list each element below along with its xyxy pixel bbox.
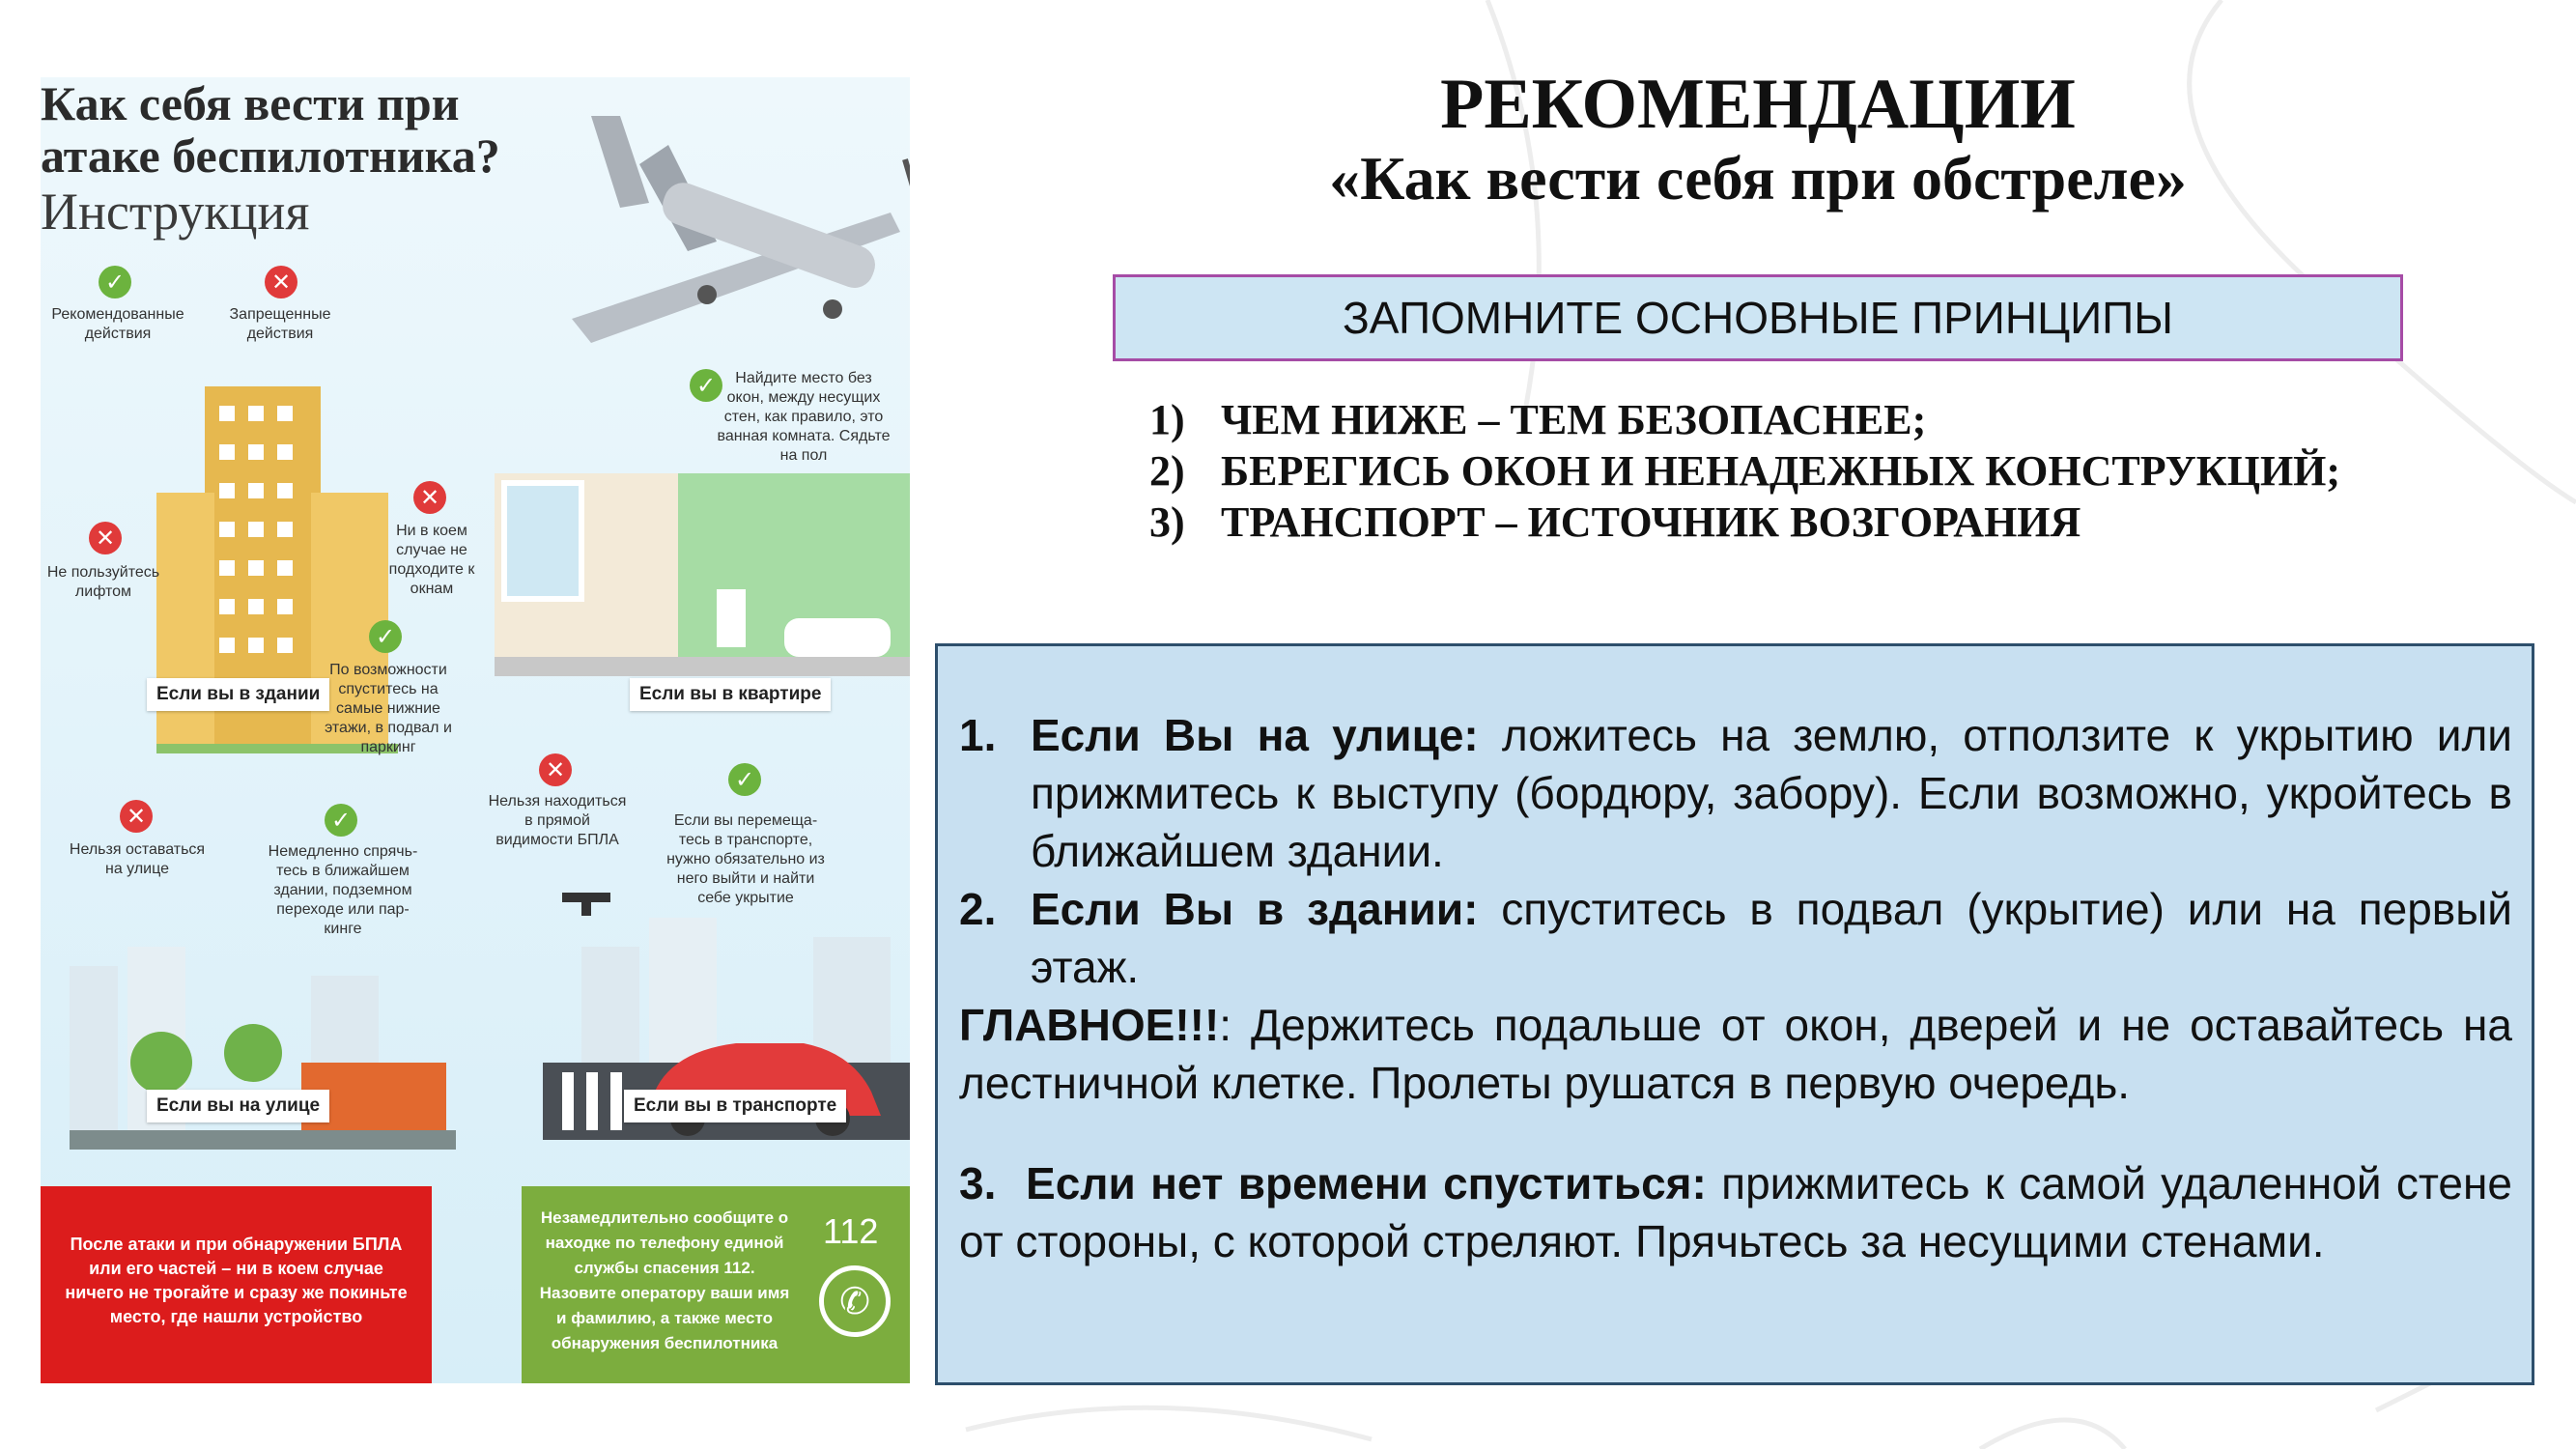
after-attack-text: После атаки и при обнаружении БПЛА или его частей – ни в коем случае ничего не трогайте и сразу же покиньте место, где нашли устройство — [65, 1235, 408, 1326]
principle-item — [1149, 445, 2401, 497]
guidance-text — [959, 706, 2512, 1270]
infographic-title: Как себя вести при атаке беспилотника? — [41, 77, 500, 183]
find-place-text: Найдите место без окон, между несущих стен, как правило, это ванная комната. Сядьте на пол — [717, 370, 891, 464]
page-title: РЕКОМЕНДАЦИИ — [1440, 65, 2076, 144]
item-text: спуститесь в подвал (укрытие) или на первый этаж. — [1031, 884, 2512, 992]
legend-forbidden: Запрещенные действия — [229, 306, 331, 342]
principles-list — [1149, 394, 2401, 548]
guidance-item-building — [959, 880, 2512, 996]
exit-text: Если вы перемеща- тесь в транспорте, нужно обязательно из него выйти и найти себе укрытие — [666, 812, 825, 906]
check-icon: ✓ — [728, 763, 761, 796]
check-icon: ✓ — [99, 266, 131, 298]
principle-item — [1149, 497, 2401, 548]
cross-icon: ✕ — [120, 800, 153, 833]
infographic-subtitle: Инструкция — [41, 183, 310, 241]
report-text: Незамедлительно сообщите о находке по телефону единой службы спасения 112. Назовите оператору ваши имя и фамилию, а также место обнаружения беспилотника — [539, 1208, 790, 1352]
principle-text: ТРАНСПОРТ – ИСТОЧНИК ВОЗГОРАНИЯ — [1221, 498, 2081, 546]
go-down-text: По возможности спуститесь на самые нижние этажи, в подвал и паркинг — [325, 662, 452, 755]
main-text: : Держитесь подальше от окон, дверей и не оставайтесь на лестничной клетке. Пролеты рушатся в первую очередь. — [959, 1000, 2512, 1108]
cross-icon: ✕ — [265, 266, 297, 298]
main-lead: ГЛАВНОЕ!!! — [959, 1000, 1220, 1050]
cross-icon: ✕ — [89, 522, 122, 554]
item-lead: Если нет времени спуститься: — [1026, 1158, 1707, 1208]
street-label: Если вы на улице — [147, 1090, 329, 1122]
principle-text: ЧЕМ НИЖЕ – ТЕМ БЕЗОПАСНЕЕ; — [1221, 396, 1927, 443]
no-visibility-text: Нельзя находиться в прямой видимости БПЛА — [488, 793, 627, 848]
item-number: 3. — [959, 1158, 997, 1208]
check-icon: ✓ — [690, 369, 722, 402]
guidance-box — [935, 643, 2534, 1385]
guidance-main-note — [959, 996, 2512, 1112]
page-subtitle: «Как вести себя при обстреле» — [1329, 144, 2187, 213]
legend-recommended: Рекомендованные действия — [51, 306, 184, 342]
transport-label: Если вы в транспорте — [624, 1090, 846, 1122]
drone-attack-infographic — [41, 77, 910, 1383]
item-lead: Если Вы на улице: — [1031, 710, 1479, 760]
no-windows-text: Ни в коем случае не подходите к окнам — [388, 523, 475, 597]
principle-number: 3) — [1149, 498, 1185, 546]
item-number: 2. — [959, 884, 997, 934]
report-panel — [522, 1186, 910, 1383]
principle-item — [1149, 394, 2401, 445]
apartment-label: Если вы в квартире — [630, 678, 831, 711]
emergency-number: 112 — [823, 1211, 879, 1251]
principles-heading: ЗАПОМНИТЕ ОСНОВНЫЕ ПРИНЦИПЫ — [1113, 274, 2403, 361]
guidance-item-no-time — [959, 1154, 2512, 1270]
principle-number: 1) — [1149, 396, 1185, 443]
item-text: ложитесь на землю, отползите к укрытию или прижмитесь к выступу (бордюру, забору). Если возможно, укройтесь в ближайшем здании. — [1031, 710, 2512, 876]
guidance-item-street — [959, 706, 2512, 880]
building-label: Если вы в здании — [147, 678, 329, 711]
check-icon: ✓ — [325, 804, 357, 837]
drone-illustration — [514, 87, 910, 377]
cross-icon: ✕ — [413, 481, 446, 514]
cross-icon: ✕ — [539, 753, 572, 786]
principle-number: 2) — [1149, 447, 1185, 495]
phone-icon: ✆ — [819, 1265, 891, 1337]
no-elevator-text: Не пользуйтесь лифтом — [46, 564, 160, 600]
apartment-illustration — [495, 473, 910, 676]
hide-text: Немедленно спрячь- тесь в ближайшем здании, подземном переходе или пар- кинге — [268, 843, 418, 937]
check-icon: ✓ — [369, 620, 402, 653]
item-number: 1. — [959, 710, 997, 760]
principle-text: БЕРЕГИСЬ ОКОН И НЕНАДЕЖНЫХ КОНСТРУКЦИЙ; — [1221, 447, 2341, 495]
after-attack-panel — [41, 1186, 432, 1383]
no-stay-text: Нельзя оставаться на улице — [69, 841, 206, 877]
item-text: прижмитесь к самой удаленной стене от стороны, с которой стреляют. Прячьтесь за несущими стенами. — [959, 1158, 2512, 1266]
item-lead: Если Вы в здании: — [1031, 884, 1479, 934]
